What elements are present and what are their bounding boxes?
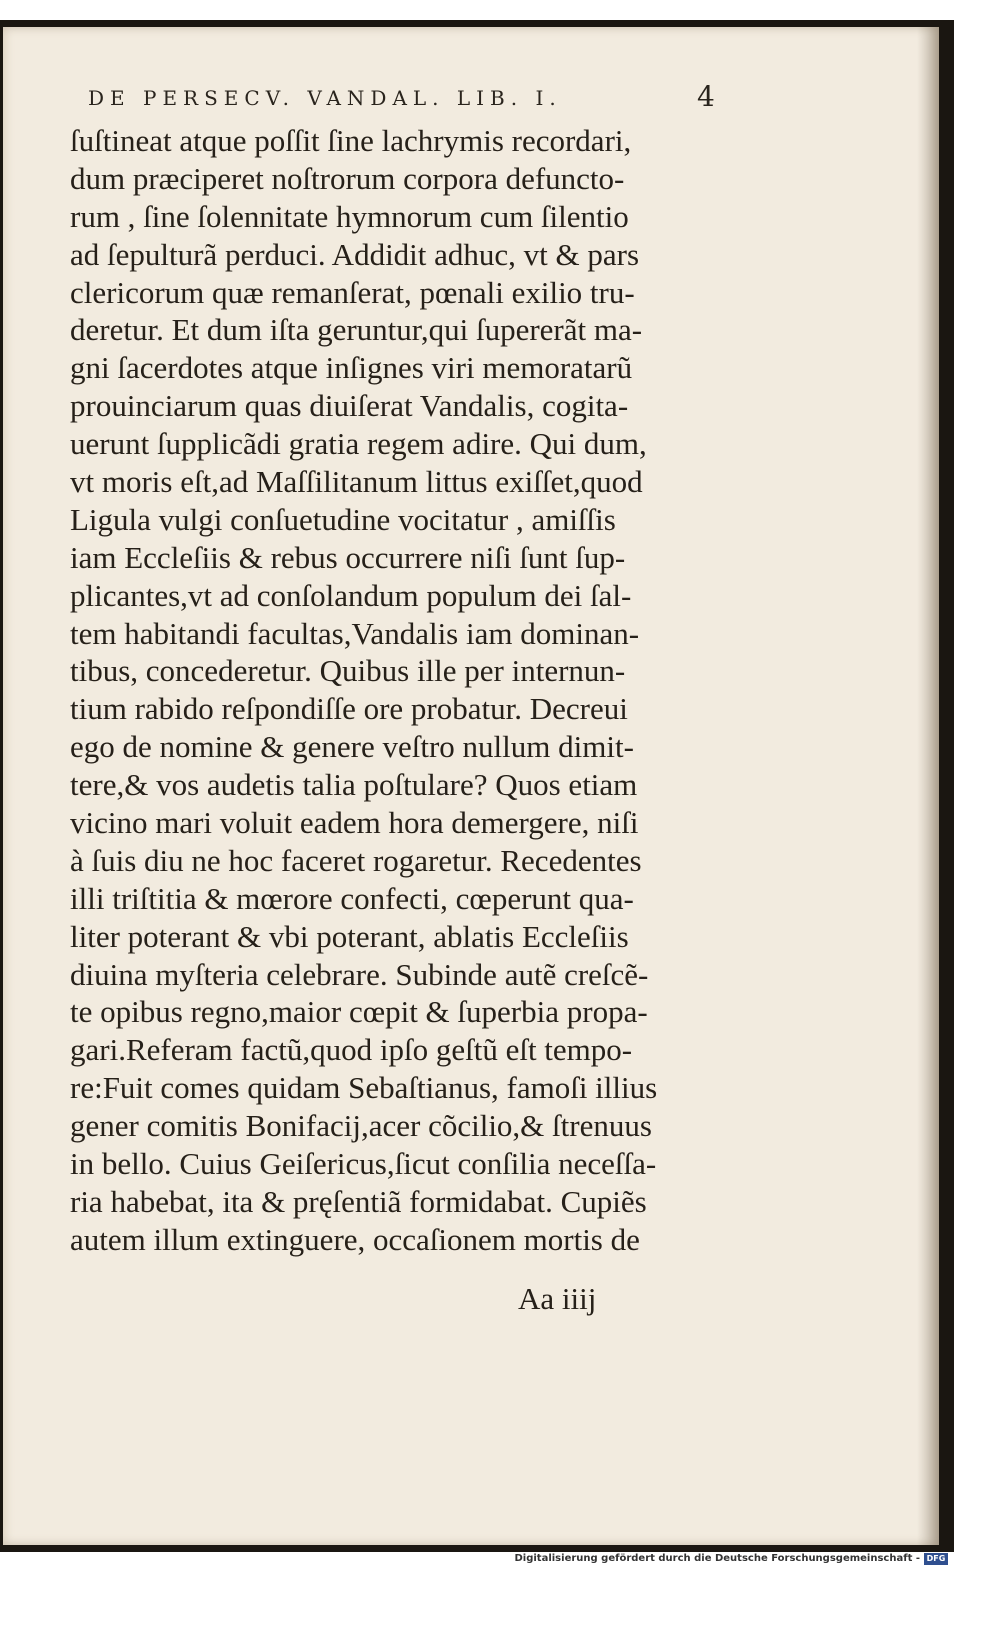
text-line: deretur. Et dum iſta geruntur,qui ſupererãt ma- (70, 312, 643, 348)
text-line: diuina myſteria celebrare. Subinde autẽ creſcẽ- (70, 956, 649, 992)
page-number: 4 (697, 80, 715, 113)
text-line: uerunt ſupplicãdi gratia regem adire. Qui dum, (70, 426, 647, 462)
text-line: re:Fuit comes quidam Sebaſtianus, famoſi illius (70, 1070, 658, 1106)
text-line: vicino mari voluit eadem hora demergere, niſi (70, 805, 639, 841)
text-line: liter poterant & vbi poterant, ablatis Eccleſiis (70, 918, 629, 954)
text-line: gari.Referam factũ,quod ipſo geſtũ eſt tempo- (70, 1032, 633, 1068)
text-line: ego de nomine & genere veſtro nullum dimit- (70, 729, 634, 765)
text-line: iam Eccleſiis & rebus occurrere niſi ſunt ſup- (70, 539, 626, 575)
text-line: ria habebat, ita & pręſentiã formidabat. Cupiẽs (70, 1183, 647, 1219)
body-text (70, 122, 750, 1259)
text-line: tem habitandi facultas,Vandalis iam dominan- (70, 615, 640, 651)
text-line: gener comitis Bonifacij,acer cõcilio,& ſtrenuus (70, 1108, 652, 1144)
text-line: clericorum quæ remanſerat, pœnali exilio tru- (70, 274, 635, 310)
text-line: dum præciperet noſtrorum corpora defuncto- (70, 160, 625, 196)
text-line: rum , ſine ſolennitate hymnorum cum ſilentio (70, 198, 629, 234)
text-line: te opibus regno,maior cœpit & ſuperbia propa- (70, 994, 648, 1030)
text-line: tium rabido reſpondiſſe ore probatur. Decreui (70, 691, 628, 727)
page-gutter-shade (917, 27, 939, 1545)
text-line: tere,& vos audetis talia poſtulare? Quos etiam (70, 767, 638, 803)
text-line: tibus, concederetur. Quibus ille per internun- (70, 653, 626, 689)
text-line: à ſuis diu ne hoc faceret rogaretur. Recedentes (70, 842, 642, 878)
text-line: plicantes,vt ad conſolandum populum dei ſal- (70, 577, 632, 613)
dfg-logo: DFG (924, 1553, 948, 1565)
text-line: gni ſacerdotes atque inſignes viri memoratarũ (70, 350, 633, 386)
running-head: DE PERSECV. VANDAL. LIB. I. (88, 86, 562, 110)
signature-mark: Aa iiij (518, 1281, 597, 1316)
digitization-credit: Digitalisierung gefördert durch die Deutsche Forschungsgemeinschaft - (514, 1553, 920, 1564)
text-line: vt moris eſt,ad Maſſilitanum littus exiſſet,quod (70, 464, 643, 500)
text-line: prouinciarum quas diuiſerat Vandalis, cogita- (70, 388, 629, 424)
text-line: ſuſtineat atque poſſit ſine lachrymis recordari, (70, 123, 632, 158)
text-line: ad ſepulturã perduci. Addidit adhuc, vt & pars (70, 236, 640, 272)
text-line: in bello. Cuius Geiſericus,ſicut conſilia neceſſa- (70, 1146, 657, 1182)
text-line: illi triſtitia & mœrore confecti, cœperunt qua- (70, 880, 634, 916)
text-line: Ligula vulgi conſuetudine vocitatur , amiſſis (70, 501, 616, 537)
text-line: autem illum extinguere, occaſionem mortis de (70, 1221, 640, 1257)
